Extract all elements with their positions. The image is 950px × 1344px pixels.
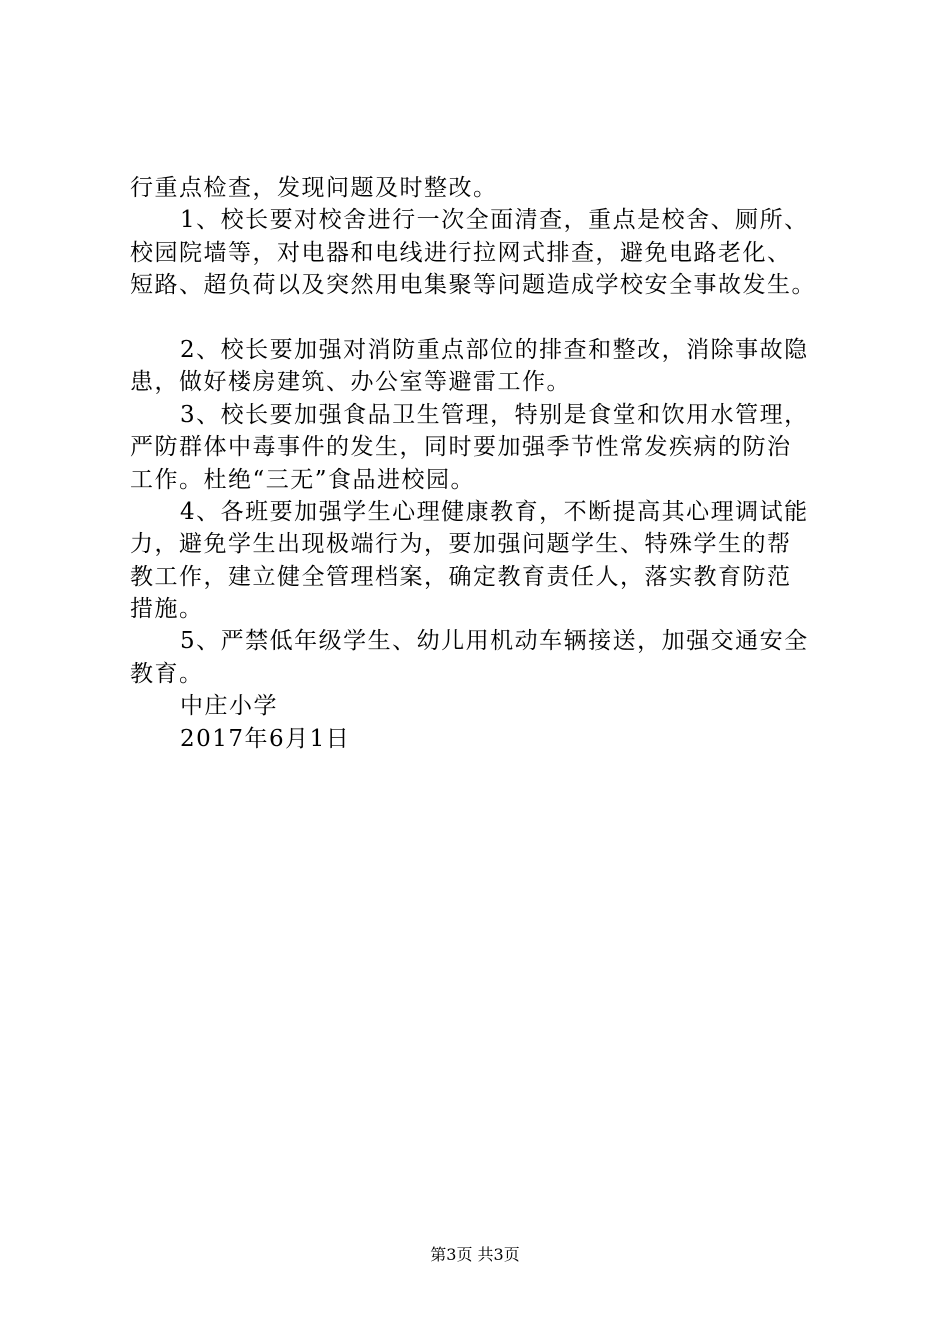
item-2-line: 2、校长要加强对消防重点部位的排查和整改，消除事故隐	[180, 336, 809, 363]
signature-school-name: 中庄小学	[180, 693, 278, 720]
text-line: 工作。杜绝“三无”食品进校园。	[130, 466, 476, 493]
text-line: 校园院墙等，对电器和电线进行拉网式排查，避免电路老化、	[130, 239, 792, 266]
item-4-line: 4、各班要加强学生心理健康教育，不断提高其心理调试能	[180, 498, 809, 525]
text-line: 严防群体中毒事件的发生，同时要加强季节性常发疾病的防治	[130, 434, 792, 461]
text-line: 短路、超负荷以及突然用电集聚等问题造成学校安全事故发生。	[130, 272, 816, 299]
text-line: 患，做好楼房建筑、办公室等避雷工作。	[130, 369, 571, 396]
document-body	[130, 172, 830, 755]
item-3-line: 3、校长要加强食品卫生管理，特别是食堂和饮用水管理，	[180, 401, 809, 428]
text-line: 力，避免学生出现极端行为，要加强问题学生、特殊学生的帮	[130, 531, 792, 558]
blank-line	[130, 302, 830, 334]
page-number-footer: 第3页 共3页	[430, 1245, 520, 1264]
item-5-line: 5、严禁低年级学生、幼儿用机动车辆接送，加强交通安全	[180, 628, 809, 655]
item-1-line: 1、校长要对校舍进行一次全面清查，重点是校舍、厕所、	[180, 207, 809, 234]
text-line: 教育。	[130, 660, 204, 687]
text-line: 教工作，建立健全管理档案，确定教育责任人，落实教育防范	[130, 563, 792, 590]
text-line: 行重点检查，发现问题及时整改。	[130, 175, 498, 201]
text-line: 措施。	[130, 596, 204, 623]
signature-date: 2017年6月1日	[180, 725, 351, 752]
